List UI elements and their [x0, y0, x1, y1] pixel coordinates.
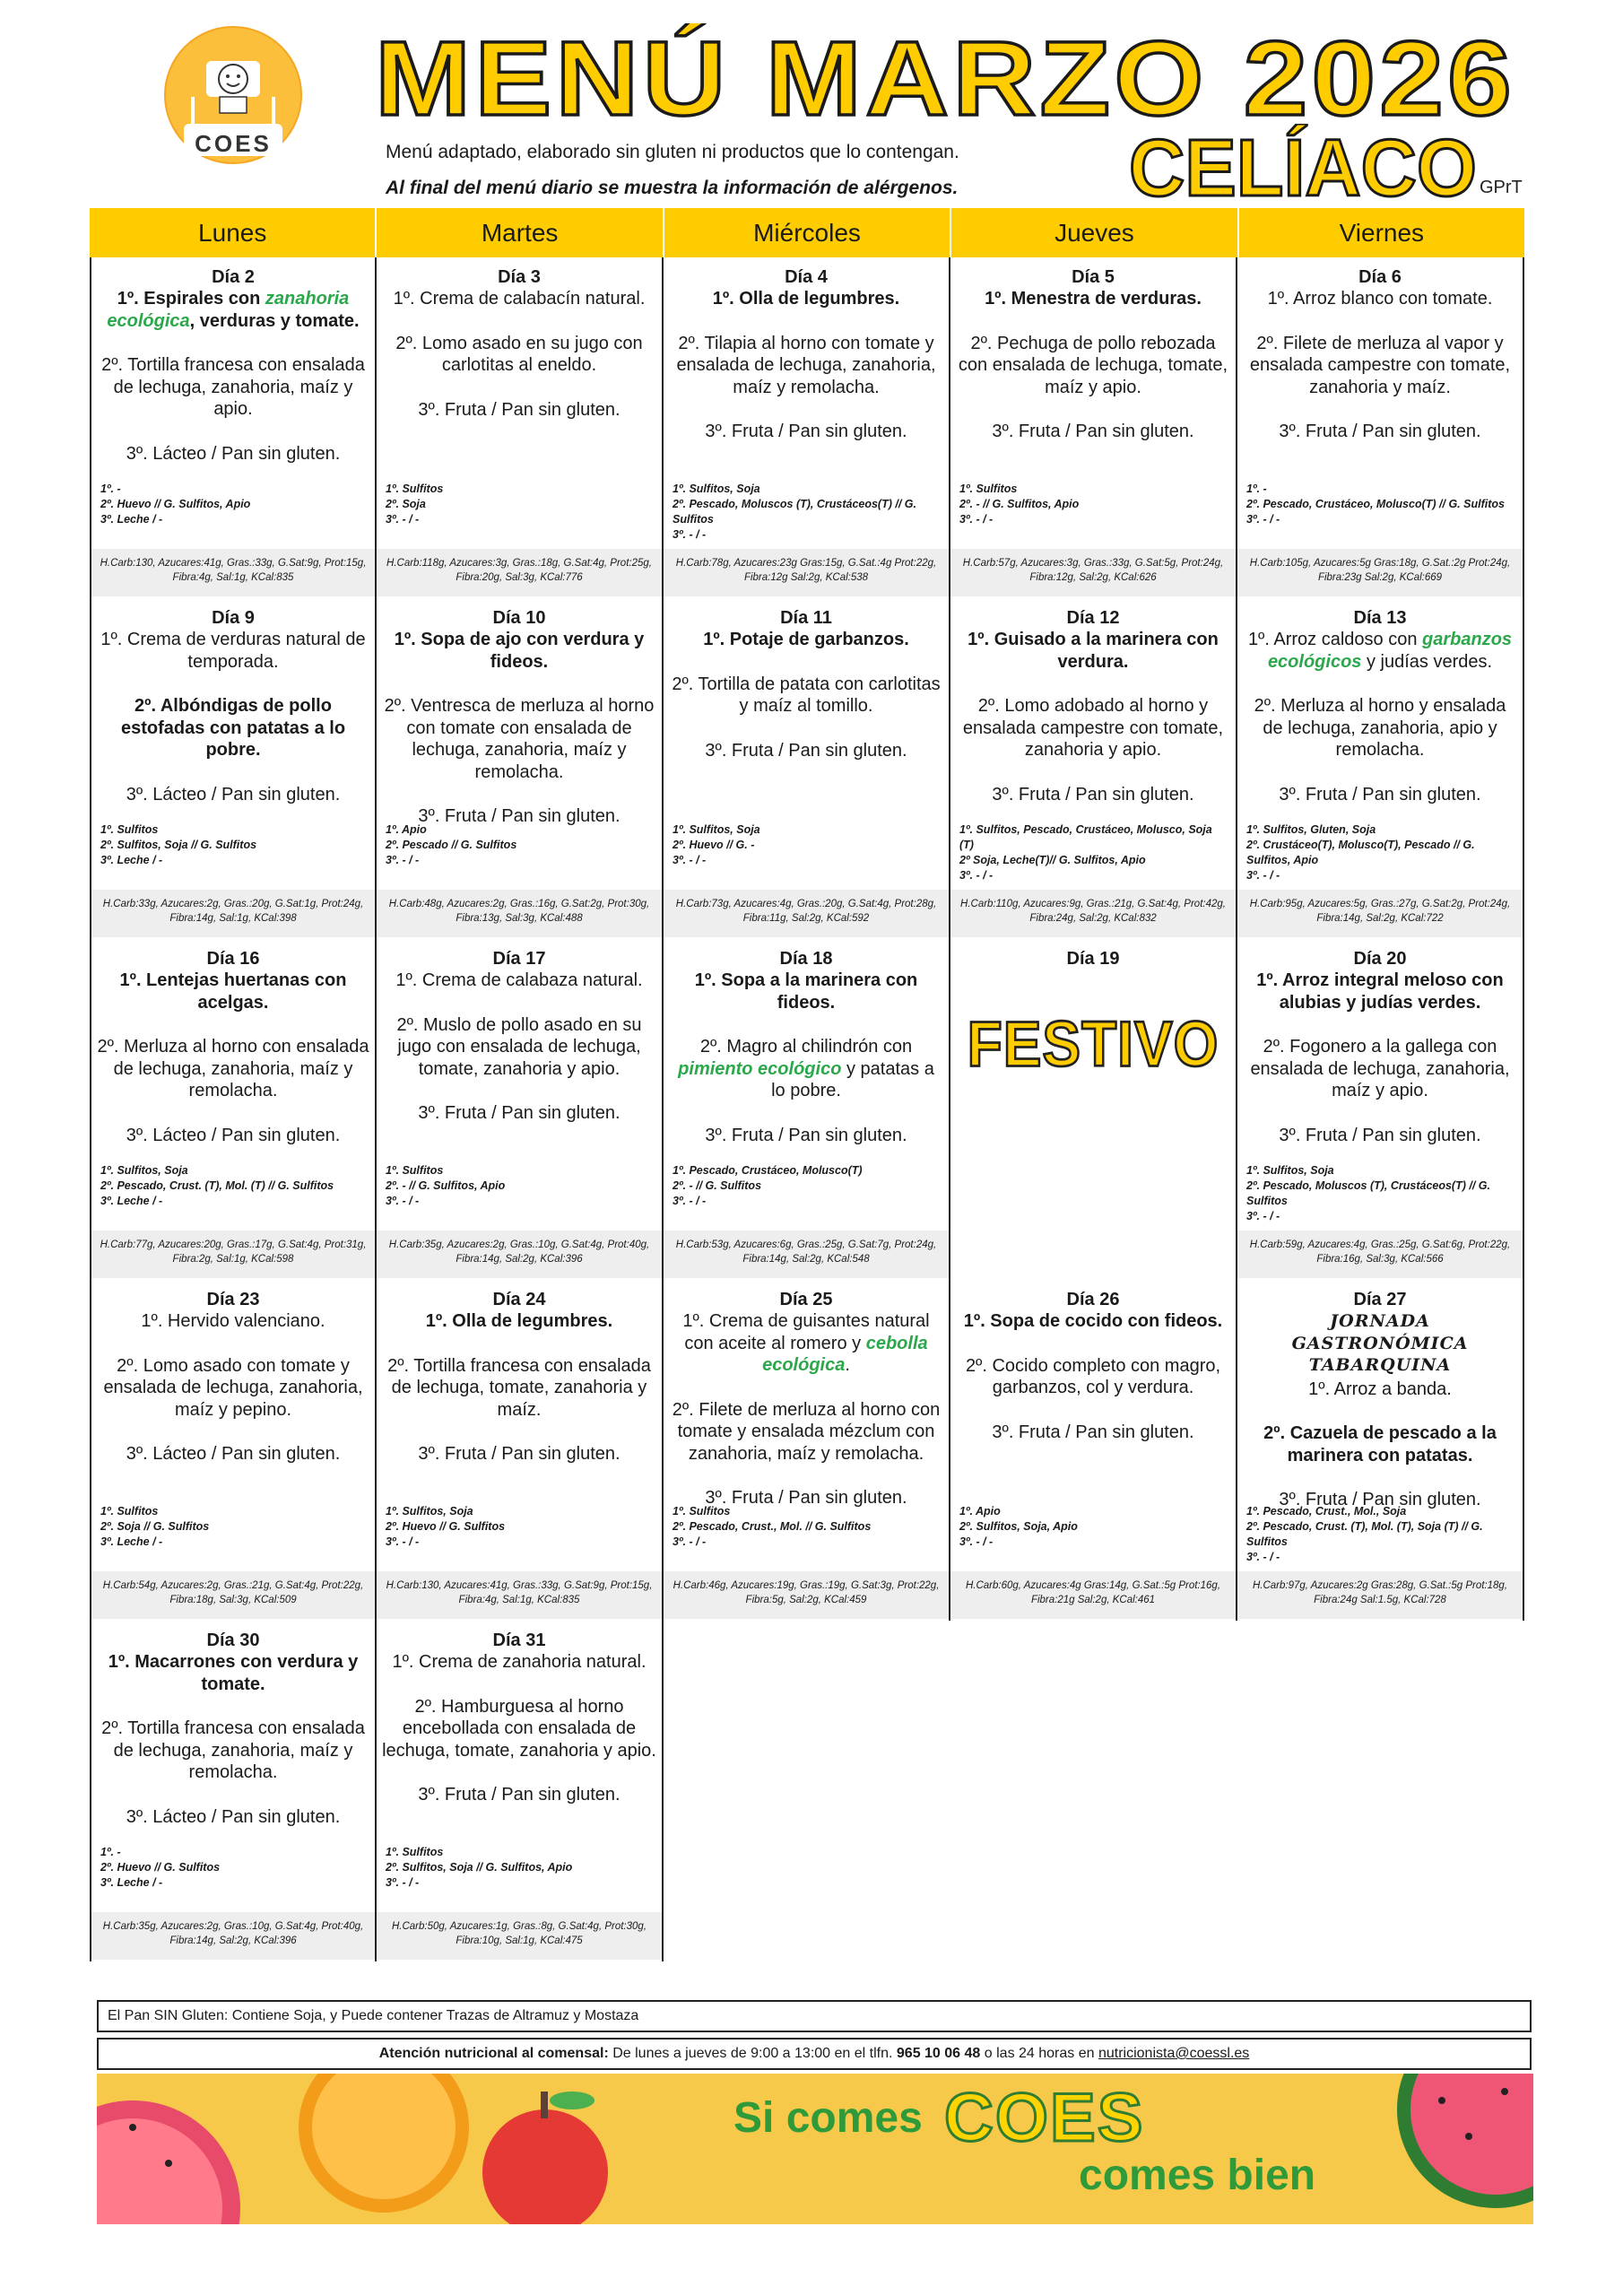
- allergen-line-3: 3º. - / -: [673, 1195, 707, 1207]
- allergen-line-1: 1º. Sulfitos: [959, 483, 1018, 495]
- code-label: GPrT: [1480, 178, 1523, 197]
- course-3: 3º. Fruta / Pan sin gluten.: [1279, 1490, 1481, 1509]
- nutrition-info: H.Carb:48g, Azucares:2g, Gras.:16g, G.Sat:2g, Prot:30g, Fibra:13g, Sal:3g, KCal:488: [377, 890, 662, 937]
- course-3: 3º. Lácteo / Pan sin gluten.: [126, 443, 341, 464]
- allergen-line-1: 1º. Sulfitos, Soja: [100, 1164, 188, 1177]
- day-menu: [377, 970, 662, 1125]
- course-1: 1º. Lentejas huertanas con acelgas.: [119, 970, 347, 1013]
- day-menu: [91, 970, 375, 1146]
- course-2: 2º. Tortilla francesa con ensalada de lechuga, tomate, zanahoria y maíz.: [387, 1355, 651, 1420]
- nutrition-info: H.Carb:95g, Azucares:5g, Gras.:27g, G.Sat:2g, Prot:24g, Fibra:14g, Sal:2g, KCal:722: [1237, 890, 1523, 937]
- course-3: 3º. Fruta / Pan sin gluten.: [705, 422, 907, 441]
- banner-line1: Si comes: [733, 2094, 923, 2142]
- coes-logo: [157, 25, 309, 169]
- course-2: 2º. Lomo adobado al horno y ensalada campestre con tomate, zanahoria y apio.: [962, 696, 1224, 760]
- allergen-line-2: 2º. Huevo // G. Sulfitos, Apio: [100, 498, 251, 510]
- course-2: 2º. Merluza al horno con ensalada de lechuga, zanahoria, maíz y remolacha.: [97, 1037, 369, 1100]
- day-number: Día 13: [1353, 608, 1407, 628]
- nutrition-info: H.Carb:57g, Azucares:3g, Gras.:33g, G.Sat:5g, Prot:24g, Fibra:12g, Sal:2g, KCal:626: [950, 549, 1236, 596]
- course-2: 2º. Cocido completo con magro, garbanzos, col y verdura.: [965, 1355, 1221, 1397]
- contact-email[interactable]: nutricionista@coessl.es: [1098, 2046, 1250, 2061]
- allergen-line-2: 2º. Huevo // G. -: [673, 839, 755, 851]
- allergens: [100, 482, 368, 527]
- course-2: 2º. Filete de merluza al vapor y ensalada campestre con tomate, zanahoria y maíz.: [1249, 333, 1511, 397]
- day-number: Día 25: [779, 1290, 833, 1309]
- day-number: Día 12: [1066, 608, 1120, 628]
- allergen-line-3: 3º. - / -: [673, 854, 707, 866]
- allergen-line-1: 1º. Sulfitos, Soja: [673, 483, 760, 495]
- day-number: Día 19: [1066, 949, 1120, 969]
- course-2: 2º. Tortilla francesa con ensalada de lechuga, zanahoria, maíz y apio.: [101, 355, 365, 419]
- allergen-line-3: 3º. - / -: [386, 854, 420, 866]
- day-cell: [90, 598, 377, 939]
- course-2: 2º. Lomo asado con tomate y ensalada de lechuga, zanahoria, maíz y pepino.: [103, 1355, 363, 1420]
- week-row: [90, 939, 1524, 1280]
- allergen-line-3: 3º. - / -: [386, 1535, 420, 1548]
- day-number: Día 30: [206, 1631, 260, 1650]
- week-row: [90, 1280, 1524, 1621]
- day-menu: [664, 1310, 949, 1509]
- course-1: 1º. Macarrones con verdura y tomate.: [108, 1652, 359, 1694]
- course-3: 3º. Fruta / Pan sin gluten.: [992, 784, 1194, 804]
- day-menu: [1237, 1310, 1523, 1511]
- allergens: [673, 482, 942, 543]
- course-2: 2º. Merluza al horno y ensalada de lechuga, zanahoria, apio y remolacha.: [1254, 696, 1506, 760]
- nutrition-info: H.Carb:110g, Azucares:9g, Gras.:21g, G.Sat:4g, Prot:42g, Fibra:24g, Sal:2g, KCal:832: [950, 890, 1236, 937]
- course-3: 3º. Fruta / Pan sin gluten.: [992, 1422, 1194, 1442]
- day-menu: [377, 629, 662, 828]
- day-number: Día 9: [212, 608, 255, 628]
- logo-text: COES: [195, 130, 272, 157]
- nutrition-contact: [97, 2038, 1532, 2070]
- allergen-line-3: 3º. - / -: [959, 1535, 994, 1548]
- contact-tail: o las 24 horas en: [984, 2046, 1095, 2061]
- allergen-line-1: 1º. Sulfitos: [386, 1164, 444, 1177]
- allergen-line-2: 2º. Pescado, Crust. (T), Mol. (T) // G. Sulfitos: [100, 1179, 334, 1192]
- nutrition-info: H.Carb:60g, Azucares:4g Gras:14g, G.Sat.:5g Prot:16g, Fibra:21g Sal:2g, KCal:461: [950, 1571, 1236, 1619]
- allergen-line-2: 2º. Soja: [386, 498, 426, 510]
- day-cell: [90, 257, 377, 598]
- day-menu: [1237, 970, 1523, 1146]
- allergen-line-2: 2º. - // G. Sulfitos, Apio: [386, 1179, 506, 1192]
- day-cell: [950, 598, 1237, 939]
- course-3: 3º. Fruta / Pan sin gluten.: [418, 1785, 621, 1805]
- allergens: [100, 1845, 368, 1891]
- course-1: 1º. Guisado a la marinera con verdura.: [968, 630, 1219, 672]
- course-3: 3º. Fruta / Pan sin gluten.: [1279, 1125, 1481, 1145]
- allergen-line-2: 2º. Pescado, Crust., Mol. // G. Sulfitos: [673, 1520, 872, 1533]
- allergen-line-2: 2º. - // G. Sulfitos: [673, 1179, 762, 1192]
- day-menu: [91, 288, 375, 465]
- allergens: [959, 1504, 1228, 1550]
- allergen-line-3: 3º. - / -: [386, 1195, 420, 1207]
- day-number: Día 18: [779, 949, 833, 969]
- allergen-line-3: 3º. - / -: [1246, 1210, 1280, 1222]
- day-menu: [950, 288, 1236, 443]
- footer-banner: [97, 2074, 1533, 2224]
- allergen-line-1: 1º. Sulfitos: [386, 1846, 444, 1858]
- weekday-label: Martes: [377, 208, 664, 257]
- weekday-header: [90, 208, 1524, 257]
- allergen-line-2: 2º Soja, Leche(T)// G. Sulfitos, Apio: [959, 854, 1146, 866]
- course-2: 2º. Fogonero a la gallega con ensalada de lechuga, zanahoria, maíz y apio.: [1250, 1037, 1510, 1100]
- allergens: [386, 1163, 655, 1209]
- course-2: 2º. Magro al chilindrón con pimiento ecológico y patatas a lo pobre.: [678, 1037, 934, 1100]
- day-number: Día 26: [1066, 1290, 1120, 1309]
- day-menu: [377, 1310, 662, 1465]
- nutrition-info: H.Carb:59g, Azucares:4g, Gras.:25g, G.Sat:6g, Prot:22g, Fibra:16g, Sal:3g, KCal:566: [1237, 1231, 1523, 1278]
- allergen-line-1: 1º. Sulfitos, Soja: [1246, 1164, 1334, 1177]
- course-1: 1º. Espirales con zanahoria ecológica, verduras y tomate.: [107, 289, 360, 331]
- course-2: 2º. Albóndigas de pollo estofadas con patatas a lo pobre.: [120, 696, 346, 760]
- allergen-line-1: 1º. -: [100, 1846, 121, 1858]
- nutrition-info: H.Carb:105g, Azucares:5g Gras:18g, G.Sat.:2g Prot:24g, Fibra:23g Sal:2g, KCal:669: [1237, 549, 1523, 596]
- event-label: JORNADA GASTRONÓMICA TABARQUINA: [1291, 1311, 1469, 1375]
- allergen-line-3: 3º. Leche / -: [100, 1535, 163, 1548]
- course-1: 1º. Arroz integral meloso con alubias y judías verdes.: [1256, 970, 1504, 1013]
- day-number: Día 17: [492, 949, 546, 969]
- allergen-line-3: 3º. Leche / -: [100, 1876, 163, 1889]
- day-cell: [1237, 598, 1524, 939]
- title-text: MENÚ MARZO 2026: [375, 23, 1515, 131]
- day-menu: [950, 629, 1236, 805]
- day-cell: [950, 1280, 1237, 1621]
- course-1: 1º. Olla de legumbres.: [425, 1311, 613, 1331]
- day-menu: [91, 1310, 375, 1465]
- day-menu: [664, 288, 949, 443]
- course-1: 1º. Sopa de ajo con verdura y fideos.: [394, 630, 645, 672]
- allergen-note: Al final del menú diario se muestra la información de alérgenos.: [386, 178, 959, 198]
- allergen-line-2: 2º. Crustáceo(T), Molusco(T), Pescado // G. Sulfitos, Apio: [1246, 839, 1475, 866]
- course-2: 2º. Pechuga de pollo rebozada con ensalada de lechuga, tomate, maíz y apio.: [958, 333, 1228, 397]
- eco-ingredient: garbanzos ecológicos: [1267, 630, 1513, 672]
- eco-ingredient: cebolla ecológica: [762, 1333, 928, 1375]
- course-2: 2º. Tortilla francesa con ensalada de lechuga, zanahoria, maíz y remolacha.: [101, 1718, 365, 1782]
- allergens: [959, 482, 1228, 527]
- allergens: [673, 1504, 942, 1550]
- course-1: 1º. Crema de guisantes natural con aceite al romero y cebolla ecológica.: [682, 1311, 930, 1375]
- allergen-line-3: 3º. Leche / -: [100, 1195, 163, 1207]
- nutrition-info: H.Carb:50g, Azucares:1g, Gras.:8g, G.Sat:4g, Prot:30g, Fibra:10g, Sal:1g, KCal:475: [377, 1912, 662, 1960]
- day-number: Día 6: [1358, 267, 1402, 287]
- course-1: 1º. Menestra de verduras.: [985, 289, 1202, 309]
- day-cell: [664, 1280, 950, 1621]
- day-cell: [377, 939, 664, 1280]
- day-cell: [377, 1280, 664, 1621]
- day-cell: [1237, 257, 1524, 598]
- allergens: [959, 822, 1228, 883]
- banner-line2: comes bien: [1079, 2152, 1316, 2199]
- day-number: Día 11: [780, 608, 832, 628]
- allergens: [386, 1845, 655, 1891]
- intro-line: Menú adaptado, elaborado sin gluten ni productos que lo contengan.: [386, 142, 959, 162]
- allergen-line-1: 1º. Sulfitos, Soja: [673, 823, 760, 836]
- allergen-line-1: 1º. Sulfitos: [386, 483, 444, 495]
- allergen-line-2: 2º. Pescado, Moluscos (T), Crustáceos(T) // G. Sulfitos: [673, 498, 916, 526]
- course-1: 1º. Sopa de cocido con fideos.: [963, 1311, 1223, 1331]
- allergen-line-2: 2º. Pescado // G. Sulfitos: [386, 839, 517, 851]
- course-3: 3º. Fruta / Pan sin gluten.: [418, 1444, 621, 1464]
- allergen-line-3: 3º. - / -: [959, 869, 994, 882]
- bread-note-text: El Pan SIN Gluten: Contiene Soja, y Puede contener Trazas de Altramuz y Mostaza: [108, 2008, 639, 2023]
- allergen-line-1: 1º. Pescado, Crustáceo, Molusco(T): [673, 1164, 863, 1177]
- banner-brand: COES: [944, 2080, 1145, 2156]
- day-cell: [1237, 939, 1524, 1280]
- course-2: 2º. Cazuela de pescado a la marinera con patatas.: [1263, 1423, 1497, 1465]
- allergen-line-2: 2º. Pescado, Crustáceo, Molusco(T) // G. Sulfitos: [1246, 498, 1505, 510]
- course-2: 2º. Tortilla de patata con carlotitas y maíz al tomillo.: [672, 674, 941, 716]
- course-3: 3º. Lácteo / Pan sin gluten.: [126, 1806, 341, 1827]
- course-3: 3º. Lácteo / Pan sin gluten.: [126, 1444, 341, 1464]
- allergen-line-1: 1º. Apio: [959, 1505, 1001, 1518]
- weekday-label: Lunes: [90, 208, 377, 257]
- day-number: Día 16: [206, 949, 260, 969]
- day-number: Día 5: [1072, 267, 1115, 287]
- course-3: 3º. Fruta / Pan sin gluten.: [705, 1125, 907, 1145]
- allergens: [1246, 1504, 1515, 1565]
- day-cell: [377, 257, 664, 598]
- course-3: 3º. Fruta / Pan sin gluten.: [992, 422, 1194, 441]
- allergens: [100, 1504, 368, 1550]
- allergen-line-3: 3º. - / -: [673, 1535, 707, 1548]
- day-number: Día 2: [212, 267, 255, 287]
- menu-grid: [90, 208, 1524, 1961]
- allergen-line-2: 2º. Huevo // G. Sulfitos: [100, 1861, 221, 1874]
- nutrition-info: H.Carb:130, Azucares:41g, Gras.:33g, G.Sat:9g, Prot:15g, Fibra:4g, Sal:1g, KCal:835: [377, 1571, 662, 1619]
- day-menu: [664, 970, 949, 1146]
- week-row: [90, 1621, 1524, 1961]
- allergens: [1246, 1163, 1515, 1224]
- day-cell: [950, 257, 1237, 598]
- allergen-line-1: 1º. Sulfitos: [673, 1505, 731, 1518]
- contact-hours: De lunes a jueves de 9:00 a 13:00 en el tlfn.: [612, 2046, 893, 2061]
- weeks: [90, 257, 1524, 1961]
- allergens: [100, 822, 368, 868]
- allergen-line-1: 1º. Pescado, Crust., Mol., Soja: [1246, 1505, 1407, 1518]
- course-1: 1º. Arroz a banda.: [1308, 1378, 1452, 1399]
- course-1: 1º. Crema de zanahoria natural.: [392, 1652, 647, 1672]
- holiday-label: FESTIVO: [967, 1007, 1219, 1081]
- allergens: [100, 1163, 368, 1209]
- day-menu: [377, 1651, 662, 1806]
- allergens: [1246, 822, 1515, 883]
- day-cell: [377, 598, 664, 939]
- course-3: 3º. Fruta / Pan sin gluten.: [705, 1488, 907, 1508]
- page-title: [375, 23, 1523, 131]
- empty-cell: [664, 1621, 950, 1961]
- allergens: [673, 1163, 942, 1209]
- day-menu: [91, 629, 375, 805]
- day-number: Día 20: [1353, 949, 1407, 969]
- day-cell: [1237, 1280, 1524, 1621]
- allergen-line-2: 2º. Pescado, Crust. (T), Mol. (T), Soja (T) // G. Sulfitos: [1246, 1520, 1483, 1548]
- allergen-line-2: 2º. Sulfitos, Soja // G. Sulfitos: [100, 839, 257, 851]
- allergen-line-3: 3º. Leche / -: [100, 854, 163, 866]
- eco-ingredient: zanahoria ecológica: [107, 289, 350, 331]
- day-cell: [950, 939, 1237, 1280]
- empty-cell: [950, 1621, 1237, 1961]
- weekday-label: Miércoles: [664, 208, 951, 257]
- course-1: 1º. Hervido valenciano.: [141, 1311, 325, 1331]
- course-2: 2º. Hamburguesa al horno encebollada con ensalada de lechuga, tomate, zanahoria y apio.: [382, 1696, 656, 1761]
- allergen-line-1: 1º. Sulfitos, Gluten, Soja: [1246, 823, 1376, 836]
- allergen-line-2: 2º. Sulfitos, Soja // G. Sulfitos, Apio: [386, 1861, 573, 1874]
- bread-note: [97, 2000, 1532, 2032]
- empty-cell: [1237, 1621, 1524, 1961]
- allergen-line-3: 3º. - / -: [1246, 1551, 1280, 1563]
- allergen-line-1: 1º. Sulfitos: [100, 823, 159, 836]
- allergen-line-1: 1º. Sulfitos, Soja: [386, 1505, 473, 1518]
- day-cell: [664, 598, 950, 939]
- course-2: 2º. Tilapia al horno con tomate y ensalada de lechuga, zanahoria, maíz y remolacha.: [676, 333, 936, 397]
- allergen-line-3: 3º. - / -: [1246, 869, 1280, 882]
- nutrition-info: H.Carb:73g, Azucares:4g, Gras.:20g, G.Sat:4g, Prot:28g, Fibra:11g, Sal:2g, KCal:592: [664, 890, 949, 937]
- allergen-line-2: 2º. Pescado, Moluscos (T), Crustáceos(T) // G. Sulfitos: [1246, 1179, 1490, 1207]
- course-3: 3º. Lácteo / Pan sin gluten.: [126, 784, 341, 804]
- day-number: Día 31: [492, 1631, 546, 1650]
- nutrition-info: H.Carb:33g, Azucares:2g, Gras.:20g, G.Sat:1g, Prot:24g, Fibra:14g, Sal:1g, KCal:398: [91, 890, 375, 937]
- course-1: 1º. Potaje de garbanzos.: [703, 630, 909, 649]
- allergens: [386, 482, 655, 527]
- allergen-line-2: 2º. Huevo // G. Sulfitos: [386, 1520, 506, 1533]
- course-1: 1º. Crema de verduras natural de temporada.: [100, 630, 366, 672]
- day-cell: [377, 1621, 664, 1961]
- page-subtitle: [1125, 124, 1484, 209]
- nutrition-info: H.Carb:118g, Azucares:3g, Gras.:18g, G.Sat:4g, Prot:25g, Fibra:20g, Sal:3g, KCal:776: [377, 549, 662, 596]
- nutrition-info: H.Carb:97g, Azucares:2g Gras:28g, G.Sat.:5g Prot:18g, Fibra:24g Sal:1.5g, KCal:728: [1237, 1571, 1523, 1619]
- course-3: 3º. Fruta / Pan sin gluten.: [418, 1103, 621, 1123]
- allergen-line-1: 1º. Sulfitos, Pescado, Crustáceo, Molusco, Soja (T): [959, 823, 1212, 851]
- course-3: 3º. Fruta / Pan sin gluten.: [1279, 422, 1481, 441]
- nutrition-info: H.Carb:46g, Azucares:19g, Gras.:19g, G.Sat:3g, Prot:22g, Fibra:5g, Sal:2g, KCal:459: [664, 1571, 949, 1619]
- day-cell: [90, 1621, 377, 1961]
- course-3: 3º. Fruta / Pan sin gluten.: [1279, 784, 1481, 804]
- course-2: 2º. Muslo de pollo asado en su jugo con ensalada de lechuga, tomate, zanahoria y apio.: [396, 1014, 642, 1079]
- allergen-line-1: 1º. Sulfitos: [100, 1505, 159, 1518]
- course-2: 2º. Lomo asado en su jugo con carlotitas al eneldo.: [395, 333, 643, 375]
- allergen-line-1: 1º. -: [1246, 483, 1267, 495]
- weekday-label: Jueves: [951, 208, 1238, 257]
- allergens: [673, 822, 942, 868]
- nutrition-info: H.Carb:130, Azucares:41g, Gras.:33g, G.Sat:9g, Prot:15g, Fibra:4g, Sal:1g, KCal:835: [91, 549, 375, 596]
- contact-label: Atención nutricional al comensal:: [378, 2046, 609, 2061]
- course-1: 1º. Arroz caldoso con garbanzos ecológicos y judías verdes.: [1247, 630, 1513, 672]
- day-number: Día 3: [498, 267, 541, 287]
- nutrition-info: H.Carb:77g, Azucares:20g, Gras.:17g, G.Sat:4g, Prot:31g, Fibra:2g, Sal:1g, KCal:598: [91, 1231, 375, 1278]
- allergens: [386, 822, 655, 868]
- nutrition-info: H.Carb:54g, Azucares:2g, Gras.:21g, G.Sat:4g, Prot:22g, Fibra:18g, Sal:3g, KCal:509: [91, 1571, 375, 1619]
- course-1: 1º. Crema de calabaza natural.: [395, 970, 643, 990]
- nutrition-info: H.Carb:78g, Azucares:23g Gras:15g, G.Sat.:4g Prot:22g, Fibra:12g Sal:2g, KCal:538: [664, 549, 949, 596]
- day-cell: [664, 257, 950, 598]
- course-3: 3º. Lácteo / Pan sin gluten.: [126, 1125, 341, 1145]
- course-1: 1º. Arroz blanco con tomate.: [1267, 289, 1493, 309]
- allergen-line-2: 2º. - // G. Sulfitos, Apio: [959, 498, 1080, 510]
- day-number: Día 27: [1353, 1290, 1407, 1309]
- day-cell: [90, 1280, 377, 1621]
- day-menu: [91, 1651, 375, 1828]
- allergen-line-3: 3º. - / -: [1246, 513, 1280, 526]
- nutrition-info: H.Carb:53g, Azucares:6g, Gras.:25g, G.Sat:7g, Prot:24g, Fibra:14g, Sal:2g, KCal:548: [664, 1231, 949, 1278]
- allergen-line-2: 2º. Soja // G. Sulfitos: [100, 1520, 210, 1533]
- course-2: 2º. Filete de merluza al horno con tomate y ensalada mézclum con zanahoria, maíz y remolacha.: [672, 1399, 941, 1464]
- week-row: [90, 598, 1524, 939]
- day-menu: [1237, 288, 1523, 443]
- eco-ingredient: pimiento ecológico: [678, 1058, 842, 1079]
- allergen-line-3: 3º. Leche / -: [100, 513, 163, 526]
- allergens: [386, 1504, 655, 1550]
- course-3: 3º. Fruta / Pan sin gluten.: [418, 399, 621, 420]
- course-1: 1º. Crema de calabacín natural.: [393, 289, 646, 309]
- day-cell: [664, 939, 950, 1280]
- day-menu: [377, 288, 662, 421]
- week-row: [90, 257, 1524, 598]
- day-cell: [90, 939, 377, 1280]
- course-1: 1º. Sopa a la marinera con fideos.: [694, 970, 918, 1013]
- contact-phone[interactable]: 965 10 06 48: [896, 2046, 981, 2061]
- day-menu: [950, 1310, 1236, 1443]
- day-number: Día 4: [785, 267, 828, 287]
- allergen-line-3: 3º. - / -: [386, 513, 420, 526]
- day-menu: [664, 629, 949, 761]
- course-2: 2º. Ventresca de merluza al horno con tomate con ensalada de lechuga, zanahoria, maíz y remolacha.: [384, 696, 655, 782]
- day-number: Día 10: [492, 608, 546, 628]
- allergen-line-3: 3º. - / -: [386, 1876, 420, 1889]
- day-menu: [1237, 629, 1523, 805]
- course-1: 1º. Olla de legumbres.: [712, 289, 900, 309]
- allergen-line-1: 1º. -: [100, 483, 121, 495]
- allergen-line-3: 3º. - / -: [673, 528, 707, 541]
- subtitle-text: CELÍACO: [1129, 124, 1484, 209]
- day-number: Día 24: [492, 1290, 546, 1309]
- weekday-label: Viernes: [1339, 218, 1425, 247]
- allergen-line-1: 1º. Apio: [386, 823, 427, 836]
- course-3: 3º. Fruta / Pan sin gluten.: [705, 740, 907, 761]
- nutrition-info: H.Carb:35g, Azucares:2g, Gras.:10g, G.Sat:4g, Prot:40g, Fibra:14g, Sal:2g, KCal:396: [377, 1231, 662, 1278]
- allergen-line-3: 3º. - / -: [959, 513, 994, 526]
- allergen-line-2: 2º. Sulfitos, Soja, Apio: [959, 1520, 1078, 1533]
- course-3: 3º. Fruta / Pan sin gluten.: [418, 806, 621, 826]
- allergens: [1246, 482, 1515, 527]
- day-number: Día 23: [206, 1290, 260, 1309]
- nutrition-info: H.Carb:35g, Azucares:2g, Gras.:10g, G.Sat:4g, Prot:40g, Fibra:14g, Sal:2g, KCal:396: [91, 1912, 375, 1960]
